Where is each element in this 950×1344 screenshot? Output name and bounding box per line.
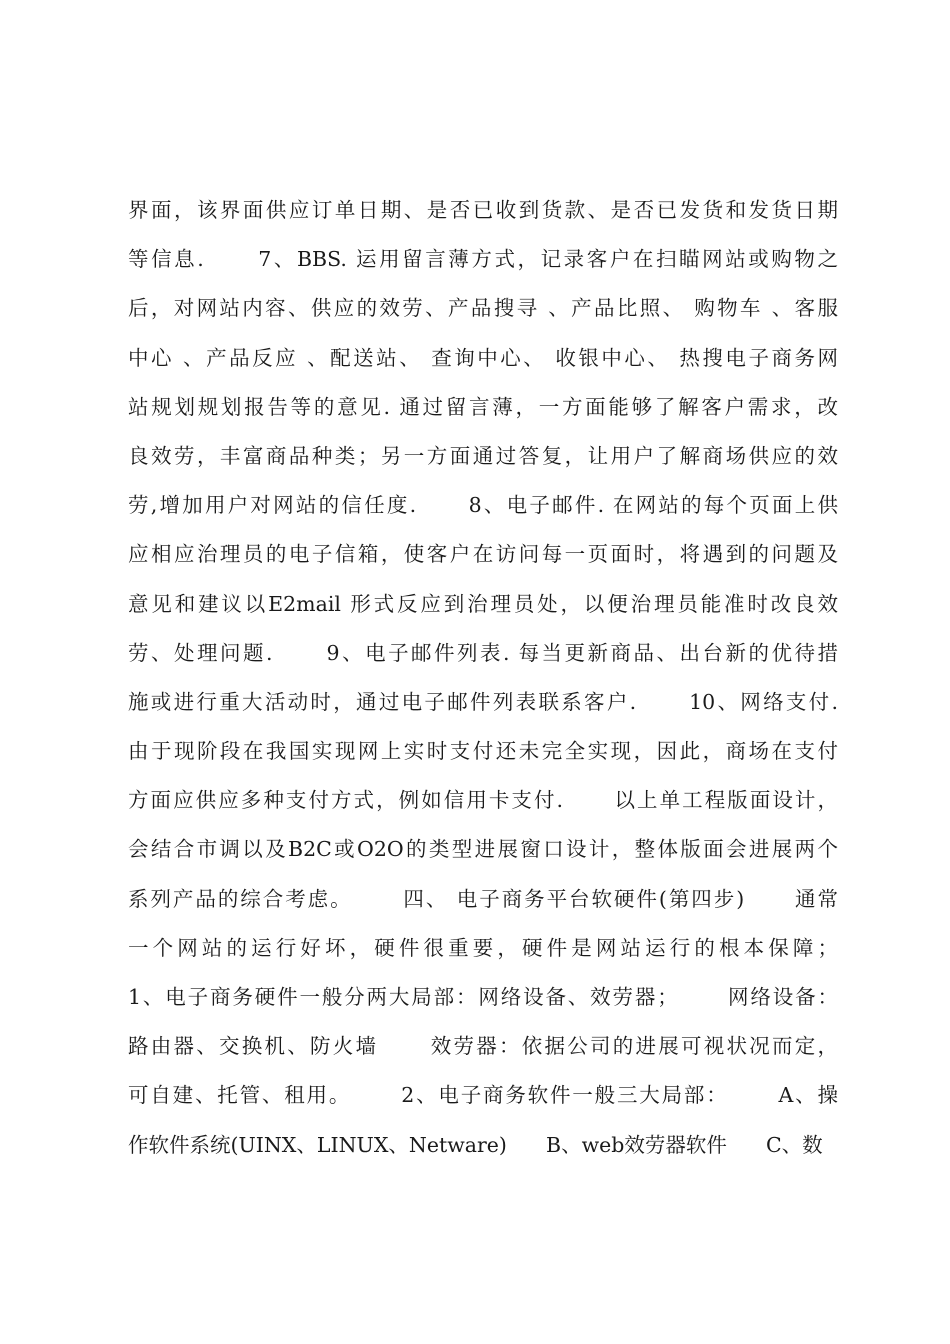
text-line: 会结合市调以及B2C或O2O的类型进展窗口设计，整体版面会进展两个 [128,837,838,862]
text-line: 后，对网站内容、供应的效劳、产品搜寻 、产品比照、 购物车 、客服 [128,296,838,321]
text-line: 应相应治理员的电子信箱，使客户在访问每一页面时，将遇到的问题及 [128,542,838,567]
text-line: 意见和建议以E2mail 形式反应到治理员处，以便治理员能准时改良效 [128,591,838,616]
text-line: 站规划规划报告等的意见. 通过留言薄，一方面能够了解客户需求，改 [128,394,838,419]
text-line: 系列产品的综合考虑。 四、 电子商务平台软硬件(第四步) 通常 [128,886,838,911]
text-line: 路由器、交换机、防火墙 效劳器：依据公司的进展可视状况而定， [128,1034,838,1059]
text-line: 施或进行重大活动时，通过电子邮件列表联系客户. 10、网络支付. [128,689,838,714]
text-line: 中心 、产品反应 、配送站、 查询中心、 收银中心、 热搜电子商务网 [128,345,838,370]
body-text [128,186,838,1170]
text-line: 一个网站的运行好坏，硬件很重要，硬件是网站运行的根本保障； [128,935,838,960]
text-line: 可自建、托管、租用。 2、电子商务软件一般三大局部： A、操 [128,1083,838,1108]
text-line: 方面应供应多种支付方式，例如信用卡支付. 以上单工程版面设计， [128,788,838,813]
text-line: 劳、处理问题. 9、电子邮件列表. 每当更新商品、出台新的优待措 [128,640,838,665]
text-line: 良效劳，丰富商品种类；另一方面通过答复，让用户了解商场供应的效 [128,443,838,468]
text-line: 界面，该界面供应订单日期、是否已收到货款、是否已发货和发货日期 [128,198,838,222]
text-line: 由于现阶段在我国实现网上实时支付还未完全实现，因此，商场在支付 [128,739,838,764]
text-line: 等信息. 7、BBS. 运用留言薄方式，记录客户在扫瞄网站或购物之 [128,247,838,272]
text-line: 劳,增加用户对网站的信任度. 8、电子邮件. 在网站的每个页面上供 [128,493,838,518]
text-line: 1、电子商务硬件一般分两大局部：网络设备、效劳器； 网络设备： [128,985,838,1009]
text-line: 作软件系统(UINX、LINUX、Netware) B、web效劳器软件 C、数 [128,1132,823,1157]
